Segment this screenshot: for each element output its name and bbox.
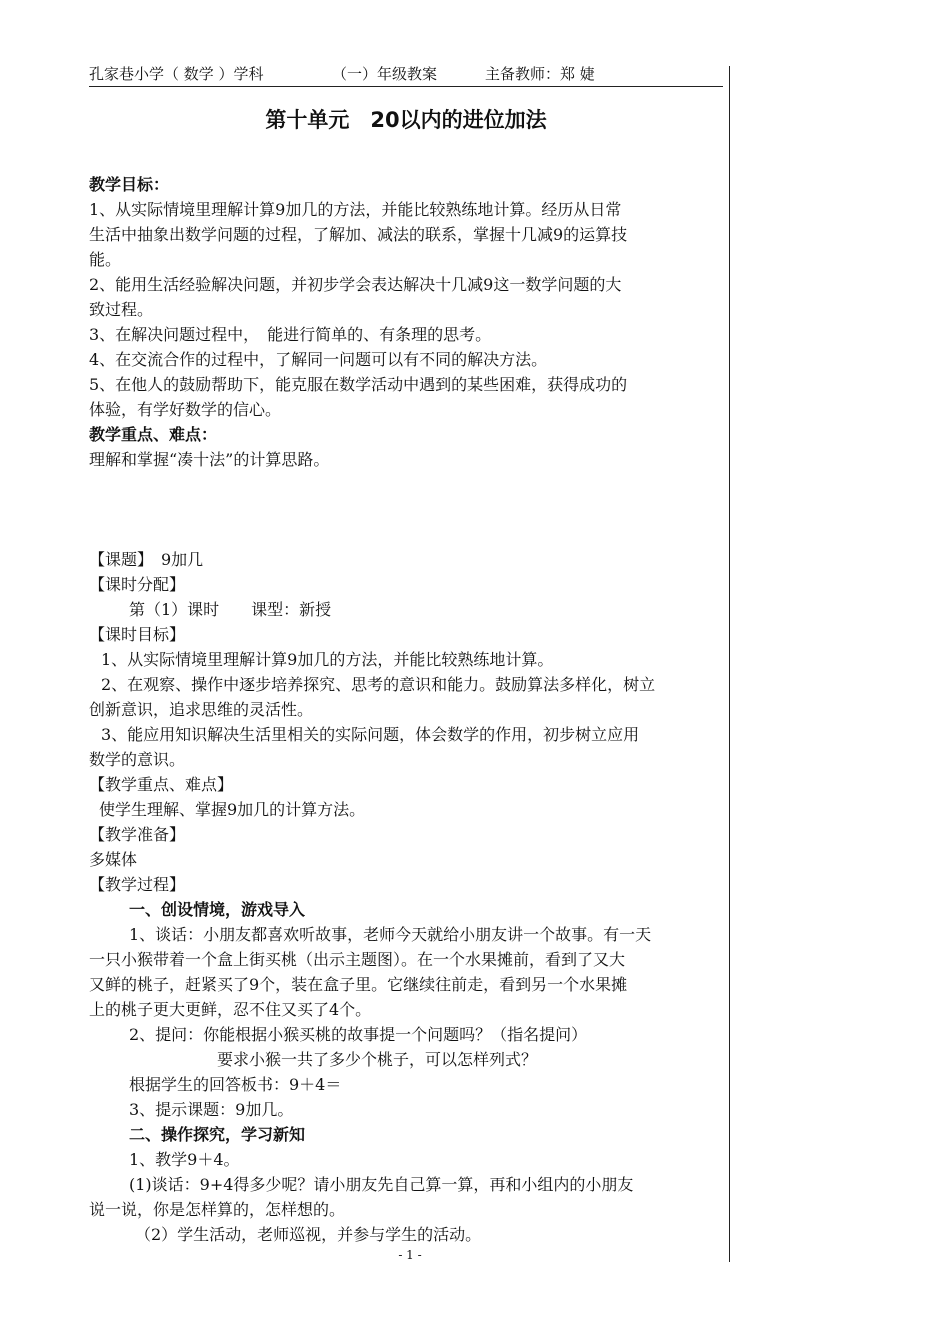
reveal-line: 3、提示课题：9加几。 <box>129 1100 294 1119</box>
page-number: - 1 - <box>398 1248 422 1262</box>
lesson-process-heading: 【教学过程】 <box>89 875 186 894</box>
question-line: 2、提问：你能根据小猴买桃的故事提一个问题吗？（指名提问） <box>129 1025 588 1044</box>
lesson-goal-line: 数学的意识。 <box>89 750 186 769</box>
unit-goal-line: 生活中抽象出数学问题的过程，了解加、减法的联系，掌握十几减9的运算技 <box>89 225 628 244</box>
unit-goal-line: 体验，有学好数学的信心。 <box>89 400 282 419</box>
story-line: 又鲜的桃子，赶紧买了9个，装在盒子里。它继续往前走，看到另一个水果摊 <box>89 975 628 994</box>
margin-line <box>729 66 730 1262</box>
lesson-goal-line: 创新意识，追求思维的灵活性。 <box>89 700 314 719</box>
unit-goal-line: 1、从实际情境里理解计算9加几的方法，并能比较熟练地计算。经历从日常 <box>89 200 622 219</box>
section-heading-1: 一、创设情境，游戏导入 <box>129 900 306 919</box>
lesson-goal-line: 1、从实际情境里理解计算9加几的方法，并能比较熟练地计算。 <box>101 650 554 669</box>
lesson-topic: 【课题】 9加几 <box>89 550 204 569</box>
header-teacher: 主备教师：郑 婕 <box>485 65 595 83</box>
story-line: 一只小猴带着一个盒上街买桃（出示主题图）。在一个水果摊前，看到了又大 <box>89 950 626 969</box>
talk-line: (1)谈话：9+4得多少呢？请小朋友先自己算一算，再和小组内的小朋友 <box>129 1175 634 1194</box>
lesson-goals-heading: 【课时目标】 <box>89 625 186 644</box>
unit-goal-line: 4、在交流合作的过程中，了解同一问题可以有不同的解决方法。 <box>89 350 548 369</box>
page-title: 第十单元 20以内的进位加法 <box>265 108 547 132</box>
activity-line: （2）学生活动，老师巡视，并参与学生的活动。 <box>135 1225 482 1244</box>
unit-goal-line: 2、能用生活经验解决问题，并初步学会表达解决十几减9这一数学问题的大 <box>89 275 622 294</box>
page-header <box>89 62 723 87</box>
lesson-prep-text: 多媒体 <box>89 850 138 869</box>
teach-line: 1、教学9＋4。 <box>129 1150 240 1169</box>
story-line: 1、谈话：小朋友都喜欢听故事，老师今天就给小朋友讲一个故事。有一天 <box>129 925 652 944</box>
document-body <box>89 172 729 1247</box>
unit-goal-line: 能。 <box>89 250 122 269</box>
unit-goals-heading: 教学目标： <box>89 175 170 194</box>
header-school: 孔家巷小学（ 数学 ）学科 <box>89 65 264 83</box>
lesson-time-heading: 【课时分配】 <box>89 575 186 594</box>
lesson-key-text: 使学生理解、掌握9加几的计算方法。 <box>99 800 366 819</box>
lesson-goal-line: 3、能应用知识解决生活里相关的实际问题，体会数学的作用，初步树立应用 <box>101 725 640 744</box>
unit-goal-line: 5、在他人的鼓励帮助下，能克服在数学活动中遇到的某些困难，获得成功的 <box>89 375 628 394</box>
spacer <box>89 472 729 547</box>
story-line: 上的桃子更大更鲜，忍不住又买了4个。 <box>89 1000 372 1019</box>
unit-key-text: 理解和掌握“凑十法”的计算思路。 <box>89 450 330 469</box>
lesson-goal-line: 2、在观察、操作中逐步培养探究、思考的意识和能力。鼓励算法多样化，树立 <box>101 675 656 694</box>
unit-key-heading: 教学重点、难点： <box>89 425 218 444</box>
unit-goal-line: 致过程。 <box>89 300 154 319</box>
lesson-time-text: 第（1）课时 课型：新授 <box>129 600 332 619</box>
section-heading-2: 二、操作探究，学习新知 <box>129 1125 306 1144</box>
lesson-prep-heading: 【教学准备】 <box>89 825 186 844</box>
board-line: 根据学生的回答板书：9＋4＝ <box>129 1075 342 1094</box>
talk-line: 说一说，你是怎样算的，怎样想的。 <box>89 1200 346 1219</box>
header-grade: （一）年级教案 <box>332 65 438 83</box>
lesson-key-heading: 【教学重点、难点】 <box>89 775 234 794</box>
unit-goal-line: 3、在解决问题过程中， 能进行简单的、有条理的思考。 <box>89 325 492 344</box>
question-line-2: 要求小猴一共了多少个桃子，可以怎样列式？ <box>217 1050 538 1069</box>
